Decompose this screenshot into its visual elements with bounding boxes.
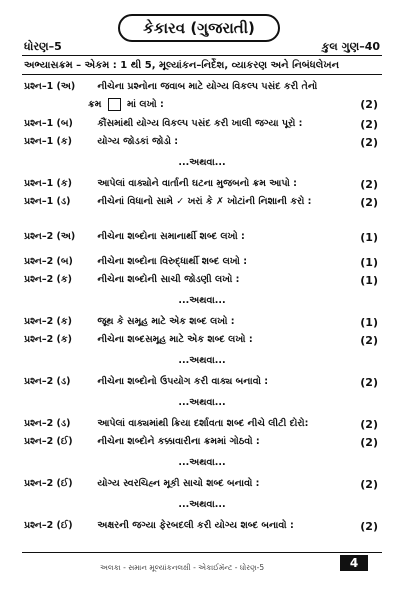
or-separator: ...અથવા... bbox=[178, 157, 226, 168]
question-label: પ્રશ્ન–1 (ક) bbox=[24, 178, 72, 189]
question-row bbox=[24, 231, 378, 242]
question-row bbox=[24, 334, 378, 345]
question-label: પ્રશ્ન–2 (ક) bbox=[24, 316, 72, 327]
question-marks: (1) bbox=[360, 231, 378, 244]
question-marks: (2) bbox=[360, 478, 378, 491]
answer-box bbox=[108, 98, 121, 111]
question-row bbox=[24, 81, 378, 92]
question-text: યોગ્ય જોડકાં જોડો : bbox=[97, 136, 179, 147]
question-row bbox=[24, 136, 378, 147]
question-text: આપેલાં વાક્યોને વાર્તાની ઘટના મુજબનો ક્રમ આપો : bbox=[97, 178, 297, 189]
or-separator: ...અથવા... bbox=[178, 397, 226, 408]
question-label: પ્રશ્ન–2 (ડ) bbox=[24, 376, 71, 387]
question-text-part: માં લખો : bbox=[127, 99, 164, 110]
question-marks: (2) bbox=[360, 334, 378, 347]
question-text: નીચેનાં વિધાનો સામે ✓ ખરાં કે ✗ ખોટાંની નિશાની કરો : bbox=[97, 196, 312, 207]
question-label: પ્રશ્ન–2 (બ) bbox=[24, 256, 73, 267]
question-row bbox=[24, 316, 378, 327]
question-text: કૌંસમાંથી યોગ્ય વિકલ્પ પસંદ કરી ખાલી જગ્યા પૂરો : bbox=[97, 118, 303, 129]
question-row bbox=[24, 256, 378, 267]
question-row bbox=[24, 178, 378, 189]
footer-divider bbox=[22, 552, 382, 553]
page-number: 4 bbox=[340, 555, 368, 571]
question-marks: (2) bbox=[360, 418, 378, 431]
question-text: નીચેના શબ્દોના સમાનાર્થી શબ્દ લખો : bbox=[97, 231, 245, 242]
question-text: નીચેના પ્રશ્નોના જવાબ માટે યોગ્ય વિકલ્પ પસંદ કરી તેનો bbox=[97, 81, 318, 92]
question-marks: (2) bbox=[360, 376, 378, 389]
syllabus-divider bbox=[22, 74, 382, 75]
question-label: પ્રશ્ન–2 (અ) bbox=[24, 231, 76, 242]
question-label: પ્રશ્ન–2 (ઈ) bbox=[24, 478, 73, 489]
standard-label: ધોરણ–5 bbox=[24, 40, 62, 53]
or-separator: ...અથવા... bbox=[178, 499, 226, 510]
question-marks: (1) bbox=[360, 316, 378, 329]
question-text: અક્ષરની જગ્યા ફેરબદલી કરી યોગ્ય શબ્દ બનાવો : bbox=[97, 520, 294, 531]
header-divider bbox=[22, 55, 382, 56]
question-text: યોગ્ય સ્વરચિહ્ન મૂકી સાચો શબ્દ બનાવો : bbox=[97, 478, 260, 489]
question-row bbox=[24, 118, 378, 129]
question-marks: (2) bbox=[360, 196, 378, 209]
question-text: જૂથ કે સમૂહ માટે એક શબ્દ લખો : bbox=[97, 316, 235, 327]
question-row bbox=[24, 418, 378, 429]
question-row bbox=[24, 520, 378, 531]
question-text-part: ક્રમ bbox=[88, 99, 102, 110]
question-label: પ્રશ્ન–2 (ક) bbox=[24, 334, 72, 345]
question-label: પ્રશ્ન–2 (ડ) bbox=[24, 418, 71, 429]
question-marks: (2) bbox=[360, 178, 378, 191]
or-separator: ...અથવા... bbox=[178, 457, 226, 468]
question-marks: (2) bbox=[360, 136, 378, 149]
syllabus-line: અભ્યાસક્રમ – એકમ : 1 થી 5, મૂલ્યાંકન–નિર્દેશ, વ્યાકરણ અને નિબંધલેખન bbox=[24, 60, 340, 71]
question-label: પ્રશ્ન–1 (ક) bbox=[24, 136, 72, 147]
question-label: પ્રશ્ન–2 (ઈ) bbox=[24, 436, 73, 447]
question-text: આપેલાં વાક્યમાંથી ક્રિયા દર્શાવતા શબ્દ નીચે લીટી દોરો: bbox=[97, 418, 309, 429]
total-marks-label: કુલ ગુણ–40 bbox=[321, 40, 380, 53]
question-text: નીચેના શબ્દોને કક્કાવારીના ક્રમમાં ગોઠવો : bbox=[97, 436, 260, 447]
question-marks: (2) bbox=[360, 436, 378, 449]
question-label: પ્રશ્ન–1 (બ) bbox=[24, 118, 73, 129]
or-separator: ...અથવા... bbox=[178, 295, 226, 306]
question-text: નીચેના શબ્દસમૂહ માટે એક શબ્દ લખો : bbox=[97, 334, 253, 345]
question-marks: (1) bbox=[360, 274, 378, 287]
footer-text: અલકા - સમાન મૂલ્યાંકનલક્ષી - એકાઈમૅન્ટ - ધોરણ-5 bbox=[100, 563, 265, 572]
question-row bbox=[24, 478, 378, 489]
question-marks: (2) bbox=[360, 520, 378, 533]
question-text: નીચેના શબ્દોની સાચી જોડણી લખો : bbox=[97, 274, 240, 285]
question-continuation bbox=[88, 98, 164, 111]
or-separator: ...અથવા... bbox=[178, 355, 226, 366]
question-label: પ્રશ્ન–2 (ઈ) bbox=[24, 520, 73, 531]
question-label: પ્રશ્ન–1 (અ) bbox=[24, 81, 76, 92]
question-label: પ્રશ્ન–2 (ક) bbox=[24, 274, 72, 285]
question-row bbox=[24, 376, 378, 387]
question-row bbox=[24, 196, 378, 207]
question-label: પ્રશ્ન–1 (ડ) bbox=[24, 196, 71, 207]
question-text: નીચેના શબ્દોના વિરુદ્ધાર્થી શબ્દ લખો : bbox=[97, 256, 248, 267]
question-marks: (2) bbox=[360, 118, 378, 131]
question-marks: (2) bbox=[360, 98, 378, 111]
question-row bbox=[24, 436, 378, 447]
question-row bbox=[24, 274, 378, 285]
question-marks: (1) bbox=[360, 256, 378, 269]
page-title: કેકારવ (ગુજરાતી) bbox=[118, 14, 280, 42]
question-text: નીચેના શબ્દોનો ઉપયોગ કરી વાક્ય બનાવો : bbox=[97, 376, 269, 387]
